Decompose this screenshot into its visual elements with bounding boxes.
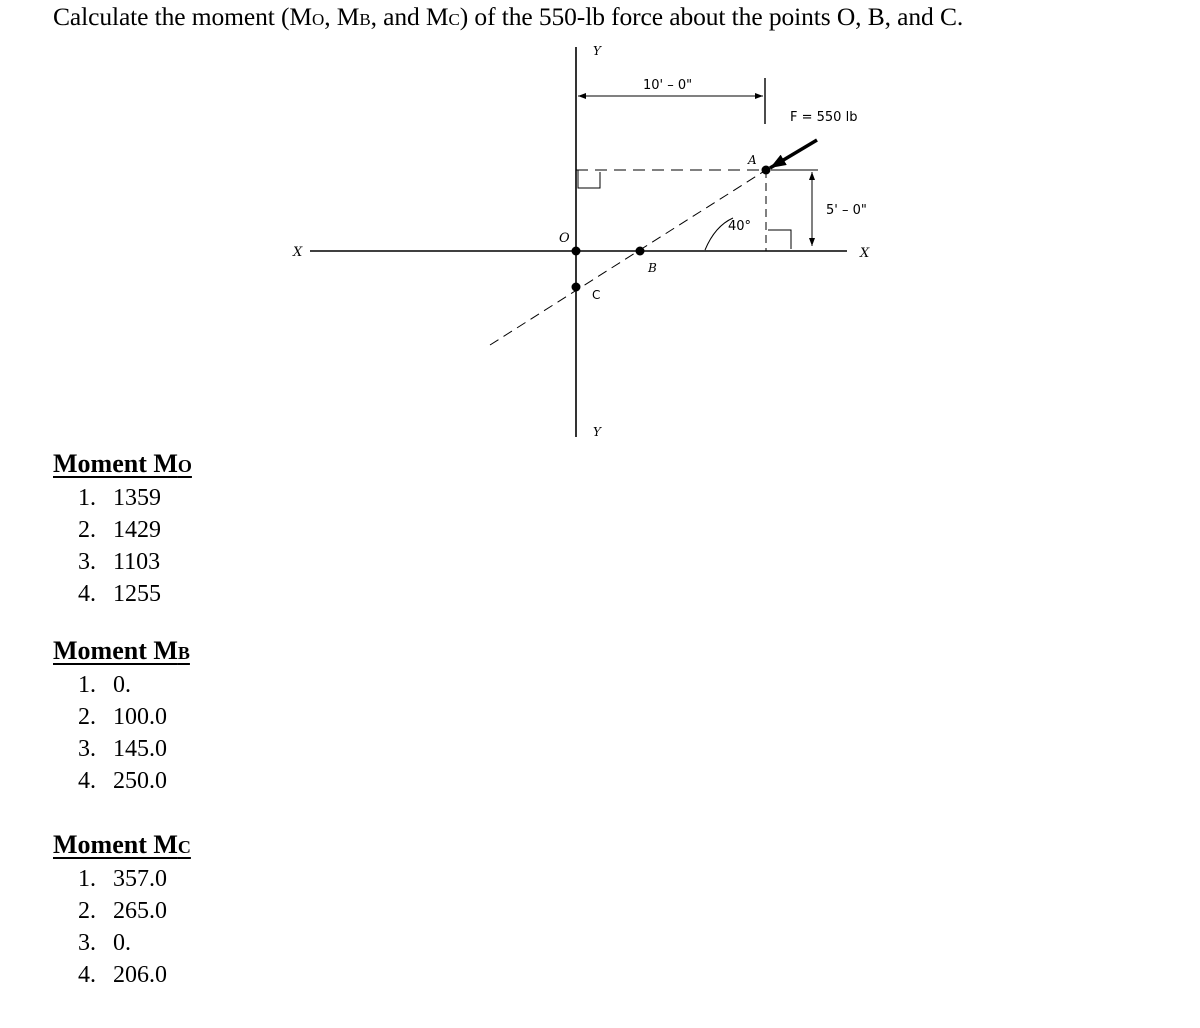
point-o-label: O xyxy=(559,231,570,246)
moment-c-options xyxy=(53,863,191,991)
force-arrow xyxy=(770,140,817,168)
option-item: 3. 0. xyxy=(78,930,131,956)
force-label: F = 550 lb xyxy=(790,110,858,125)
moment-c-group xyxy=(53,829,191,991)
force-diagram xyxy=(0,0,1200,460)
y-axis-top-label: Y xyxy=(593,44,601,58)
option-item: 2. 100.0 xyxy=(78,704,167,730)
moment-o-options xyxy=(53,482,192,610)
point-a-label: A xyxy=(748,153,757,167)
option-item: 1. 0. xyxy=(78,672,131,698)
option-item: 4. 1255 xyxy=(78,581,161,607)
option-item: 4. 206.0 xyxy=(78,962,167,988)
point-b-dot xyxy=(636,247,645,256)
line-of-action xyxy=(490,170,766,345)
moment-c-heading: Moment MC xyxy=(53,830,191,859)
moment-b-options xyxy=(53,669,190,797)
moment-b-heading: Moment MB xyxy=(53,636,190,665)
moment-b-group xyxy=(53,635,190,797)
moment-o-heading: Moment MO xyxy=(53,449,192,478)
right-angle-marker-left xyxy=(578,170,600,188)
x-axis-right-label: X xyxy=(860,246,870,261)
dim-vertical-label: 5' – 0" xyxy=(826,203,867,218)
option-item: 3. 145.0 xyxy=(78,736,167,762)
point-c-dot xyxy=(572,283,581,292)
y-axis-bottom-label: Y xyxy=(593,425,601,439)
question-text: Calculate the moment (MO, MB, and MC) of the 550-lb force about the points O, B, and C. xyxy=(53,2,964,31)
option-item: 1. 1359 xyxy=(78,485,161,511)
dim-horizontal-label: 10' – 0" xyxy=(643,78,693,93)
point-c-label: C xyxy=(592,288,601,302)
option-item: 4. 250.0 xyxy=(78,768,167,794)
option-item: 2. 265.0 xyxy=(78,898,167,924)
point-o-dot xyxy=(572,247,581,256)
x-axis-left-label: X xyxy=(293,245,303,260)
option-item: 2. 1429 xyxy=(78,517,161,543)
option-item: 3. 1103 xyxy=(78,549,161,575)
angle-label: 40° xyxy=(728,219,752,234)
option-item: 1. 357.0 xyxy=(78,866,167,892)
point-b-label: B xyxy=(648,261,657,275)
right-angle-marker-right xyxy=(768,230,791,249)
point-a-dot xyxy=(762,166,771,175)
moment-o-group xyxy=(53,448,192,610)
